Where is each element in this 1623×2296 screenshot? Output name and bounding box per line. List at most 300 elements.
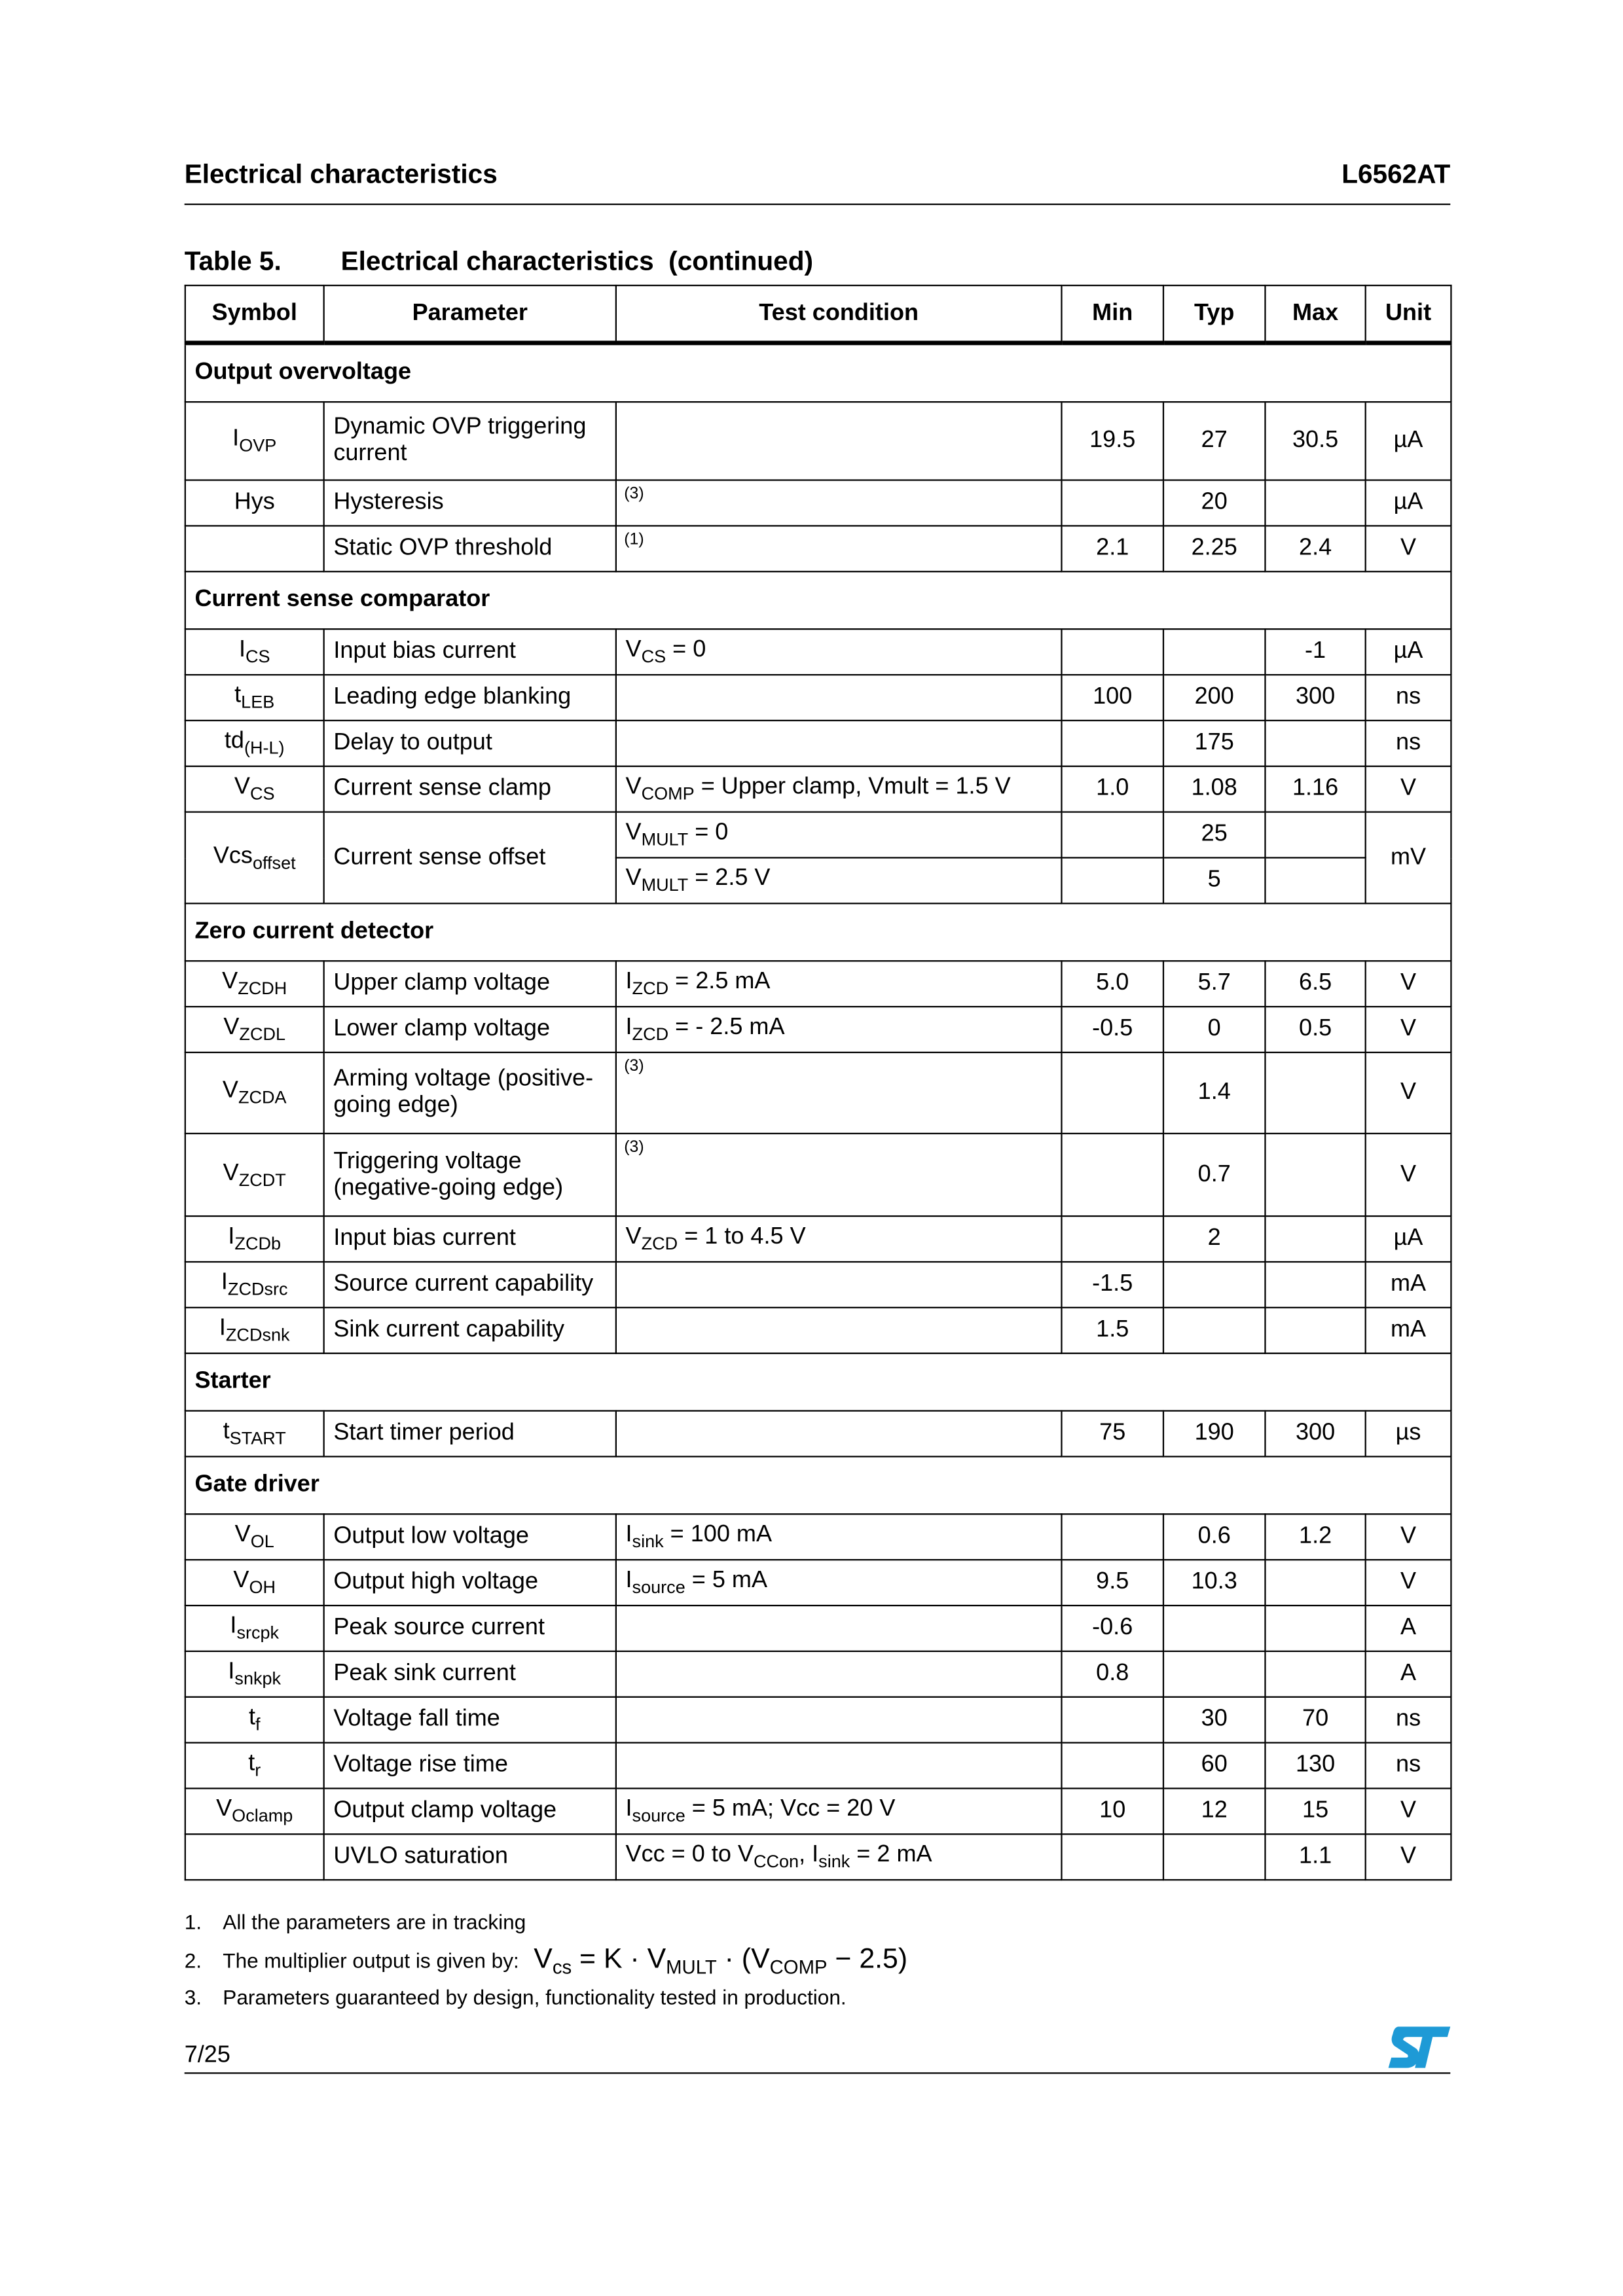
symbol-cell	[185, 402, 324, 480]
min-cell	[1061, 1834, 1163, 1880]
text: = 5 mA; Vcc = 20 V	[685, 1796, 896, 1822]
symbol-cell	[185, 961, 324, 1007]
max-cell	[1265, 1605, 1365, 1651]
typ-cell: 25	[1163, 812, 1265, 858]
subscript: ZCD	[641, 1233, 678, 1254]
table-caption	[185, 246, 813, 277]
min-cell	[1061, 812, 1163, 858]
symbol: t	[234, 683, 242, 708]
symbol-subscript: CS	[249, 783, 275, 804]
max-cell	[1265, 1216, 1365, 1262]
unit-cell: A	[1366, 1651, 1451, 1697]
min-cell: 1.0	[1061, 766, 1163, 812]
unit-cell: mA	[1366, 1308, 1451, 1354]
min-cell: 19.5	[1061, 402, 1163, 480]
unit-cell: V	[1366, 1560, 1451, 1605]
unit-cell: µA	[1366, 480, 1451, 526]
min-cell	[1061, 629, 1163, 675]
max-cell	[1265, 721, 1365, 766]
symbol-subscript: ZCDH	[238, 978, 287, 999]
parameter-cell: Input bias current	[324, 629, 616, 675]
unit-cell: V	[1366, 1134, 1451, 1216]
unit-cell: mA	[1366, 1262, 1451, 1308]
unit-cell: V	[1366, 1052, 1451, 1134]
text: V	[625, 820, 642, 846]
table-row	[185, 629, 1451, 675]
text: I	[625, 1522, 632, 1548]
condition-cell	[616, 1697, 1062, 1743]
symbol-subscript: ZCDA	[238, 1086, 287, 1108]
condition-cell	[616, 961, 1062, 1007]
typ-cell: 200	[1163, 675, 1265, 721]
text: = K · V	[572, 1944, 666, 1975]
header-divider	[185, 204, 1451, 205]
typ-cell: 190	[1163, 1411, 1265, 1457]
symbol-subscript: f	[255, 1713, 261, 1735]
symbol-cell	[185, 1834, 324, 1880]
typ-cell	[1163, 1605, 1265, 1651]
min-cell: 0.8	[1061, 1651, 1163, 1697]
typ-cell	[1163, 1834, 1265, 1880]
section-heading: Starter	[185, 1354, 1451, 1411]
symbol-cell	[185, 480, 324, 526]
subscript: MULT	[666, 1956, 717, 1979]
min-cell: -0.5	[1061, 1007, 1163, 1052]
subscript: source	[632, 1805, 685, 1826]
typ-cell: 20	[1163, 480, 1265, 526]
typ-cell: 0.6	[1163, 1514, 1265, 1560]
table-number: Table 5.	[184, 246, 282, 276]
typ-cell: 2	[1163, 1216, 1265, 1262]
table-row	[185, 480, 1451, 526]
st-logo	[1387, 2025, 1451, 2077]
footnote-number: 2.	[184, 1948, 202, 1973]
max-cell: 2.4	[1265, 526, 1365, 571]
typ-cell: 1.08	[1163, 766, 1265, 812]
unit-cell: V	[1366, 1834, 1451, 1880]
text: = 0	[666, 637, 706, 662]
table-row	[185, 721, 1451, 766]
unit-cell: µs	[1366, 1411, 1451, 1457]
unit-cell: ns	[1366, 1697, 1451, 1743]
unit-cell: ns	[1366, 721, 1451, 766]
table-row	[185, 1560, 1451, 1605]
symbol: td	[224, 728, 244, 754]
section-row	[185, 1354, 1451, 1411]
section-row	[185, 571, 1451, 629]
text: = 1 to 4.5 V	[678, 1224, 806, 1249]
min-cell	[1061, 857, 1163, 903]
min-cell	[1061, 1514, 1163, 1560]
condition-cell	[616, 1560, 1062, 1605]
unit-cell: V	[1366, 1514, 1451, 1560]
column-header: Max	[1265, 285, 1365, 343]
symbol: I	[230, 1613, 237, 1639]
parameter-cell: Hysteresis	[324, 480, 616, 526]
column-header: Typ	[1163, 285, 1265, 343]
formula	[534, 1944, 908, 1979]
text: = - 2.5 mA	[668, 1014, 785, 1040]
parameter-cell: Output low voltage	[324, 1514, 616, 1560]
min-cell	[1061, 1134, 1163, 1216]
parameter-cell: Delay to output	[324, 721, 616, 766]
part-number: L6562AT	[1341, 159, 1451, 189]
electrical-characteristics-table	[185, 285, 1452, 1880]
symbol-cell	[185, 1007, 324, 1052]
symbol-subscript: ZCDsrc	[227, 1278, 288, 1300]
section-heading: Zero current detector	[185, 903, 1451, 961]
symbol-subscript: offset	[252, 852, 296, 873]
symbol-cell	[185, 1411, 324, 1457]
unit-cell: ns	[1366, 1743, 1451, 1789]
symbol-cell	[185, 1216, 324, 1262]
text: · (V	[716, 1944, 770, 1975]
table-row	[185, 402, 1451, 480]
table-row	[185, 526, 1451, 571]
text: = 2 mA	[850, 1842, 932, 1868]
subscript: cs	[552, 1956, 572, 1979]
text: I	[625, 1568, 632, 1593]
symbol: I	[228, 1224, 235, 1249]
text: V	[625, 865, 642, 891]
text: I	[625, 1796, 632, 1822]
table-row	[185, 1052, 1451, 1134]
symbol: Hys	[234, 490, 275, 515]
table-title: Electrical characteristics (continued)	[340, 246, 814, 276]
table-row	[185, 1605, 1451, 1651]
table-row	[185, 1743, 1451, 1789]
text: I	[625, 1014, 632, 1040]
parameter-cell: Leading edge blanking	[324, 675, 616, 721]
condition-cell	[616, 1052, 1062, 1134]
symbol-subscript: srcpk	[236, 1622, 280, 1643]
typ-cell	[1163, 629, 1265, 675]
unit-cell: µA	[1366, 402, 1451, 480]
condition-cell	[616, 1605, 1062, 1651]
symbol-cell	[185, 766, 324, 812]
min-cell: 75	[1061, 1411, 1163, 1457]
parameter-cell: Sink current capability	[324, 1308, 616, 1354]
condition-cell	[616, 1308, 1062, 1354]
condition-cell	[616, 812, 1062, 858]
typ-cell: 175	[1163, 721, 1265, 766]
footnote	[185, 1910, 526, 1933]
column-header: Symbol	[185, 285, 324, 343]
condition-cell	[616, 675, 1062, 721]
typ-cell: 10.3	[1163, 1560, 1265, 1605]
symbol: V	[234, 774, 250, 800]
footnote-ref: (3)	[624, 1138, 644, 1157]
condition-cell	[616, 480, 1062, 526]
text: Vcc = 0 to V	[625, 1842, 754, 1868]
column-header: Parameter	[324, 285, 616, 343]
footnote-number: 3.	[184, 1985, 202, 2009]
column-header: Min	[1061, 285, 1163, 343]
symbol-subscript: LEB	[241, 691, 275, 713]
footnote-ref: (3)	[624, 1057, 644, 1075]
text: = 2.5 mA	[668, 969, 771, 994]
max-cell: 1.1	[1265, 1834, 1365, 1880]
max-cell	[1265, 480, 1365, 526]
min-cell	[1061, 1216, 1163, 1262]
typ-cell: 2.25	[1163, 526, 1265, 571]
min-cell: 100	[1061, 675, 1163, 721]
section-heading: Gate driver	[185, 1456, 1451, 1514]
symbol-subscript: ZCDsnk	[225, 1324, 290, 1346]
min-cell: 5.0	[1061, 961, 1163, 1007]
symbol-subscript: ZCDL	[239, 1023, 286, 1045]
parameter-cell: Source current capability	[324, 1262, 616, 1308]
condition-cell	[616, 857, 1062, 903]
table-row	[185, 961, 1451, 1007]
unit-cell: A	[1366, 1605, 1451, 1651]
column-header: Test condition	[616, 285, 1062, 343]
condition-cell	[616, 1743, 1062, 1789]
max-cell: 0.5	[1265, 1007, 1365, 1052]
footnote	[185, 1944, 907, 1978]
subscript: ZCD	[632, 978, 669, 999]
symbol: I	[232, 426, 240, 452]
symbol: V	[216, 1796, 232, 1822]
symbol-cell	[185, 1308, 324, 1354]
min-cell	[1061, 721, 1163, 766]
table-row	[185, 1514, 1451, 1560]
symbol: t	[248, 1705, 255, 1731]
symbol-subscript: OL	[250, 1531, 274, 1552]
page-number: 7/25	[184, 2043, 230, 2068]
section-row	[185, 343, 1451, 402]
typ-cell: 0	[1163, 1007, 1265, 1052]
symbol-cell	[185, 721, 324, 766]
condition-cell	[616, 1834, 1062, 1880]
parameter-cell: Arming voltage (positive-going edge)	[324, 1052, 616, 1134]
subscript: COMP	[641, 783, 695, 804]
footnote-ref: (3)	[624, 485, 644, 503]
text: = 2.5 V	[688, 865, 771, 891]
symbol-cell	[185, 629, 324, 675]
condition-cell	[616, 1514, 1062, 1560]
max-cell: 1.2	[1265, 1514, 1365, 1560]
min-cell	[1061, 480, 1163, 526]
table-row	[185, 1007, 1451, 1052]
unit-cell: ns	[1366, 675, 1451, 721]
typ-cell: 12	[1163, 1788, 1265, 1834]
subscript: CS	[641, 646, 666, 667]
symbol-cell	[185, 1743, 324, 1789]
table-row	[185, 766, 1451, 812]
table-row	[185, 1651, 1451, 1697]
parameter-cell: Dynamic OVP triggering current	[324, 402, 616, 480]
max-cell	[1265, 1651, 1365, 1697]
table-row	[185, 1411, 1451, 1457]
unit-cell: V	[1366, 526, 1451, 571]
condition-cell	[616, 1411, 1062, 1457]
parameter-cell: Peak sink current	[324, 1651, 616, 1697]
text: = 0	[688, 820, 729, 846]
symbol-subscript: (H-L)	[244, 737, 285, 759]
min-cell: -0.6	[1061, 1605, 1163, 1651]
symbol-subscript: OVP	[239, 435, 277, 456]
table-row	[185, 1308, 1451, 1354]
table-row	[185, 812, 1451, 858]
parameter-cell: Voltage fall time	[324, 1697, 616, 1743]
section-row	[185, 903, 1451, 961]
parameter-cell: Upper clamp voltage	[324, 961, 616, 1007]
text: V	[534, 1944, 553, 1975]
max-cell: 300	[1265, 1411, 1365, 1457]
condition-cell	[616, 402, 1062, 480]
max-cell: 70	[1265, 1697, 1365, 1743]
condition-cell	[616, 1134, 1062, 1216]
parameter-cell: Current sense offset	[324, 812, 616, 904]
symbol-subscript: Oclamp	[232, 1805, 293, 1826]
symbol: Vcs	[213, 842, 253, 869]
max-cell	[1265, 857, 1365, 903]
text: = 5 mA	[685, 1568, 768, 1593]
text: , I	[799, 1842, 819, 1868]
table-row	[185, 1262, 1451, 1308]
column-header: Unit	[1366, 285, 1451, 343]
symbol-cell	[185, 1651, 324, 1697]
footnote-text: All the parameters are in tracking	[223, 1910, 526, 1934]
min-cell: -1.5	[1061, 1262, 1163, 1308]
condition-cell	[616, 1216, 1062, 1262]
table-row	[185, 675, 1451, 721]
table-row	[185, 1697, 1451, 1743]
typ-cell	[1163, 1262, 1265, 1308]
max-cell	[1265, 812, 1365, 858]
symbol-subscript: ZCDb	[234, 1233, 282, 1254]
parameter-cell: Output high voltage	[324, 1560, 616, 1605]
text: V	[625, 774, 642, 800]
min-cell	[1061, 1697, 1163, 1743]
max-cell: 30.5	[1265, 402, 1365, 480]
condition-cell	[616, 1262, 1062, 1308]
table-row	[185, 1788, 1451, 1834]
parameter-cell: Static OVP threshold	[324, 526, 616, 571]
text: = Upper clamp, Vmult = 1.5 V	[694, 774, 1011, 800]
running-header	[185, 159, 1451, 190]
parameter-cell: Output clamp voltage	[324, 1788, 616, 1834]
symbol: I	[221, 1270, 228, 1295]
subscript: COMP	[769, 1956, 828, 1979]
subscript: source	[632, 1577, 685, 1598]
typ-cell: 0.7	[1163, 1134, 1265, 1216]
symbol: V	[234, 1522, 251, 1548]
section-title: Electrical characteristics	[184, 159, 498, 189]
symbol-cell	[185, 526, 324, 571]
condition-cell	[616, 1007, 1062, 1052]
max-cell: 6.5	[1265, 961, 1365, 1007]
symbol: I	[219, 1316, 226, 1341]
parameter-cell: Input bias current	[324, 1216, 616, 1262]
condition-cell	[616, 1651, 1062, 1697]
header-row	[185, 285, 1451, 343]
condition-cell	[616, 1788, 1062, 1834]
symbol-cell	[185, 1605, 324, 1651]
unit-cell: V	[1366, 1007, 1451, 1052]
table-row	[185, 1134, 1451, 1216]
symbol-subscript: r	[255, 1759, 261, 1781]
min-cell: 2.1	[1061, 526, 1163, 571]
symbol-subscript: ZCDT	[238, 1168, 286, 1190]
symbol-cell	[185, 1788, 324, 1834]
symbol-cell	[185, 1560, 324, 1605]
parameter-cell: Current sense clamp	[324, 766, 616, 812]
subscript: sink	[818, 1851, 850, 1872]
condition-cell	[616, 721, 1062, 766]
min-cell: 1.5	[1061, 1308, 1163, 1354]
parameter-cell: Start timer period	[324, 1411, 616, 1457]
unit-cell: µA	[1366, 1216, 1451, 1262]
min-cell	[1061, 1743, 1163, 1789]
max-cell	[1265, 1308, 1365, 1354]
footnote-text: The multiplier output is given by:	[223, 1948, 519, 1973]
parameter-cell: Voltage rise time	[324, 1743, 616, 1789]
symbol: I	[238, 637, 246, 662]
max-cell: 15	[1265, 1788, 1365, 1834]
symbol: V	[222, 969, 238, 994]
subscript: MULT	[641, 874, 689, 895]
text: V	[625, 637, 642, 662]
max-cell: 130	[1265, 1743, 1365, 1789]
max-cell: -1	[1265, 629, 1365, 675]
min-cell	[1061, 1052, 1163, 1134]
subscript: CCon	[753, 1851, 799, 1872]
symbol: V	[223, 1014, 240, 1040]
typ-cell: 60	[1163, 1743, 1265, 1789]
symbol-subscript: snkpk	[234, 1668, 282, 1689]
text: I	[625, 969, 632, 994]
max-cell	[1265, 1262, 1365, 1308]
symbol-cell	[185, 812, 324, 904]
text: = 100 mA	[663, 1522, 773, 1548]
condition-cell	[616, 526, 1062, 571]
min-cell: 9.5	[1061, 1560, 1163, 1605]
symbol-subscript: CS	[245, 646, 270, 667]
subscript: ZCD	[632, 1023, 669, 1045]
typ-cell: 30	[1163, 1697, 1265, 1743]
section-heading: Output overvoltage	[185, 343, 1451, 402]
symbol-cell	[185, 675, 324, 721]
footnote-number: 1.	[184, 1910, 202, 1934]
typ-cell: 5.7	[1163, 961, 1265, 1007]
max-cell	[1265, 1560, 1365, 1605]
symbol: V	[233, 1568, 249, 1593]
typ-cell: 27	[1163, 402, 1265, 480]
unit-cell: V	[1366, 961, 1451, 1007]
symbol: I	[228, 1659, 235, 1685]
subscript: MULT	[641, 829, 689, 850]
symbol-subscript: OH	[249, 1577, 276, 1598]
table-row	[185, 1834, 1451, 1880]
symbol-cell	[185, 1052, 324, 1134]
symbol: t	[223, 1418, 230, 1444]
footnote-ref: (1)	[624, 531, 644, 549]
subscript: sink	[632, 1531, 664, 1552]
typ-cell	[1163, 1308, 1265, 1354]
symbol-cell	[185, 1697, 324, 1743]
condition-cell	[616, 766, 1062, 812]
min-cell: 10	[1061, 1788, 1163, 1834]
footnote-text: Parameters guaranteed by design, functionality tested in production.	[223, 1985, 847, 2009]
symbol-subscript: START	[229, 1427, 286, 1449]
max-cell	[1265, 1134, 1365, 1216]
text: V	[625, 1224, 642, 1249]
condition-cell	[616, 629, 1062, 675]
text: − 2.5)	[827, 1944, 908, 1975]
section-heading: Current sense comparator	[185, 571, 1451, 629]
